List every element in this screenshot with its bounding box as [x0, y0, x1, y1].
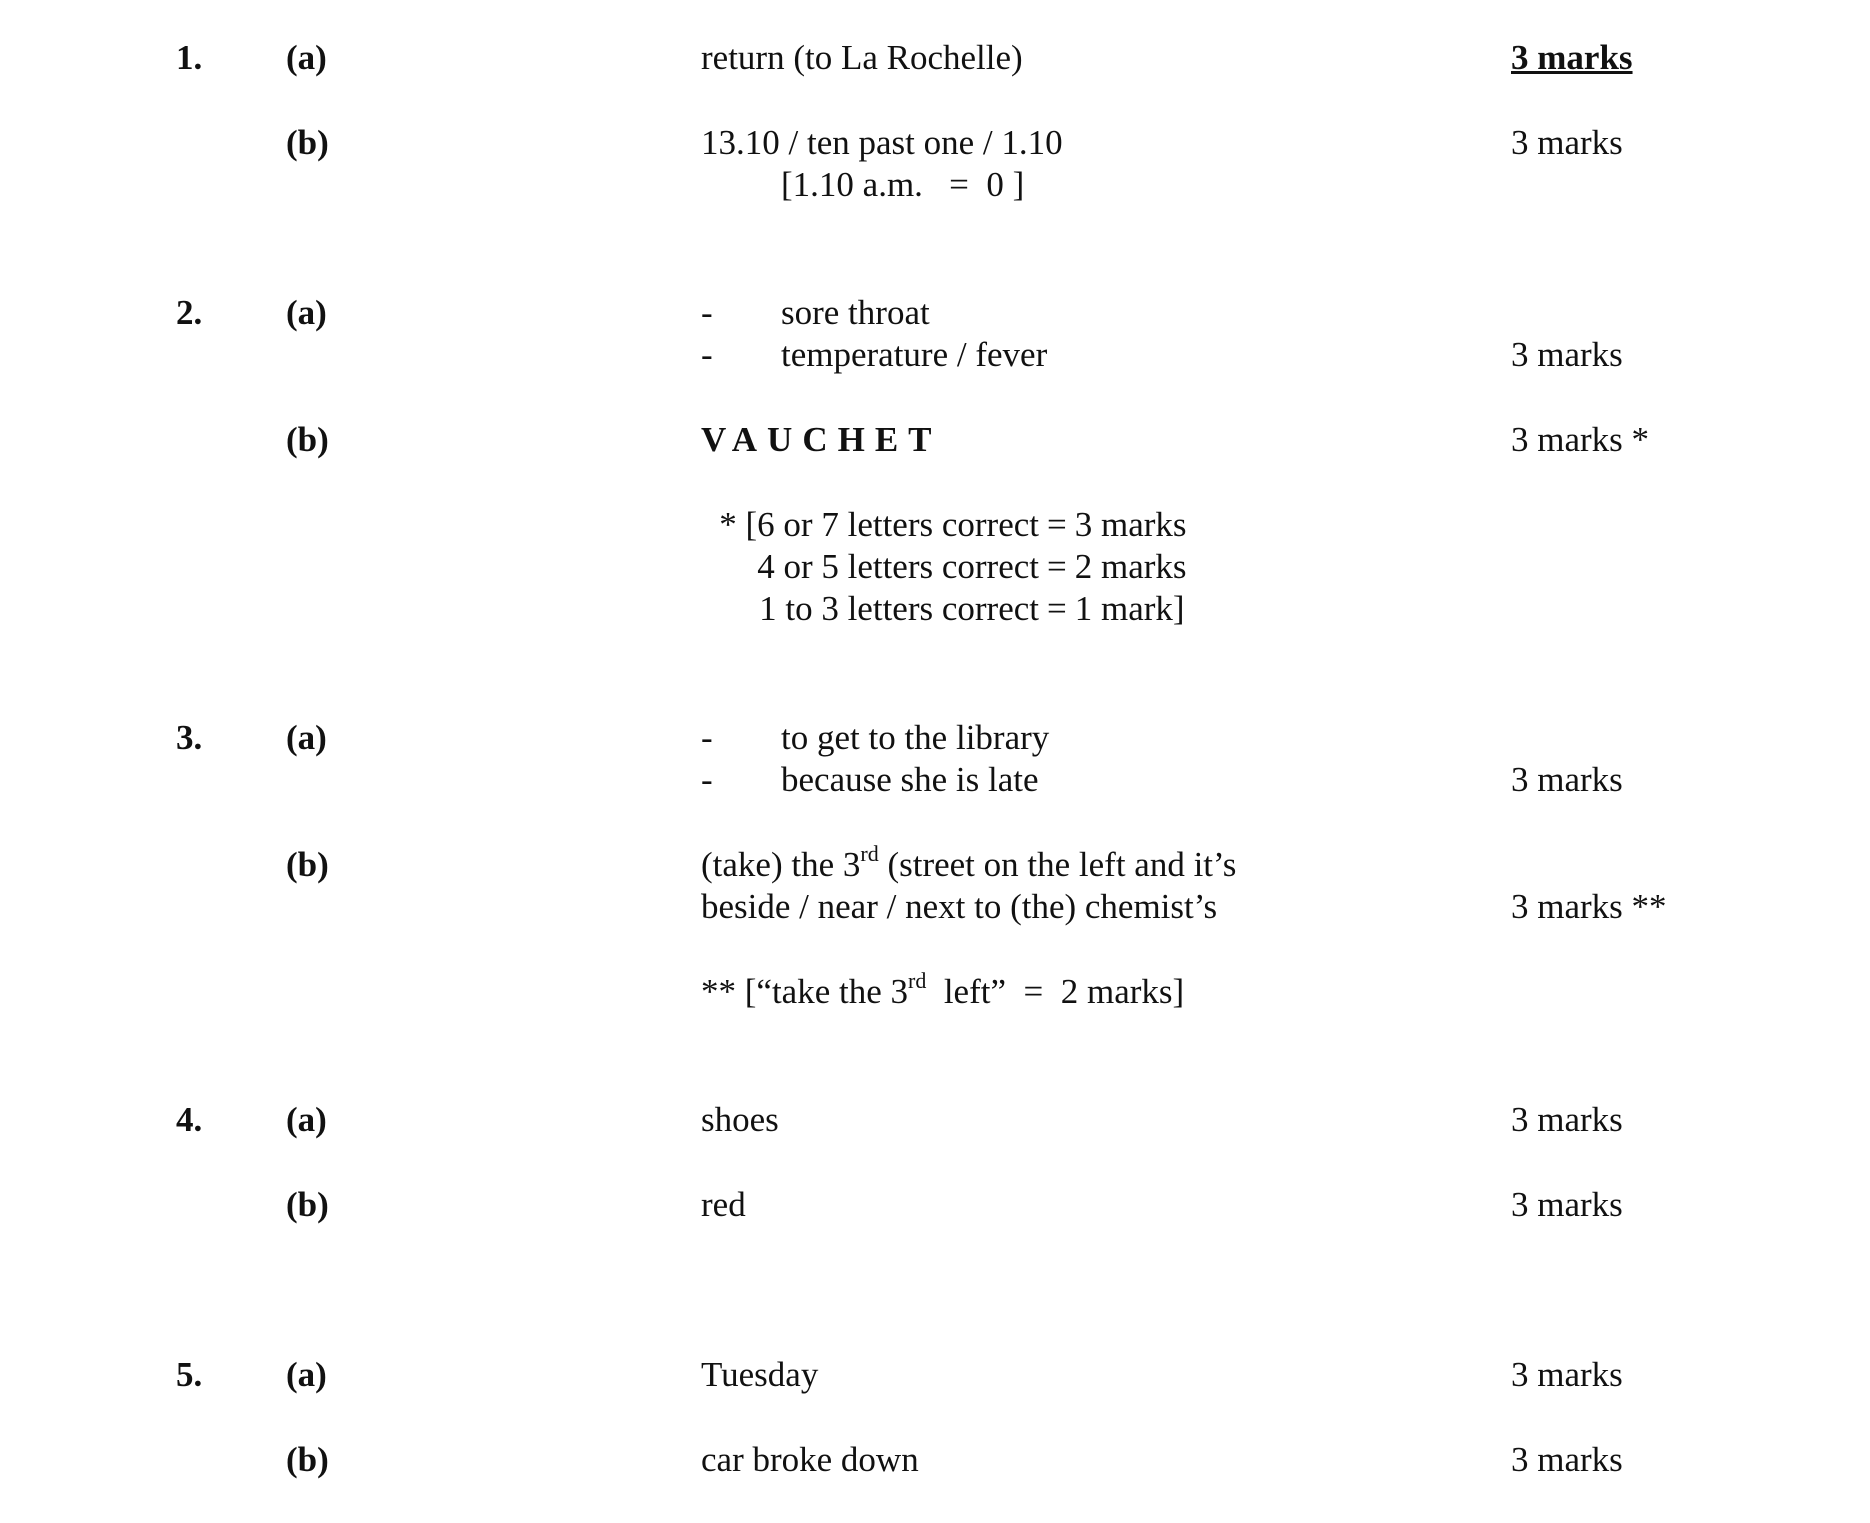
- answer-4a: shoes: [701, 1100, 779, 1139]
- note-text: left” = 2 marks]: [926, 972, 1185, 1011]
- part-label-1b: (b): [286, 123, 329, 162]
- criteria-equals: =: [1047, 547, 1067, 586]
- ordinal-suffix: rd: [908, 968, 927, 994]
- question-number-2: 2.: [176, 293, 203, 332]
- answer-3a-item: because she is late: [781, 760, 1039, 799]
- marks-5b: 3 marks: [1511, 1440, 1623, 1479]
- marks-4b: 3 marks: [1511, 1185, 1623, 1224]
- marks-4a: 3 marks: [1511, 1100, 1623, 1139]
- criteria-marks: 3 marks: [1074, 505, 1187, 544]
- answer-5b: car broke down: [701, 1440, 919, 1479]
- answer-2b: VAUCHET: [701, 420, 942, 459]
- ordinal-suffix: rd: [860, 841, 879, 867]
- bullet-dash: -: [701, 293, 713, 332]
- answer-4b: red: [701, 1185, 746, 1224]
- note-text: ** [“take the 3: [701, 972, 908, 1011]
- part-label-1a: (a): [286, 38, 327, 77]
- marks-2b: 3 marks *: [1511, 420, 1650, 459]
- bullet-dash: -: [701, 335, 713, 374]
- answer-3b-line2: beside / near / next to (the) chemist’s: [701, 887, 1218, 926]
- answer-3a-item: to get to the library: [781, 718, 1050, 757]
- question-number-4: 4.: [176, 1100, 203, 1139]
- bullet-dash: -: [701, 718, 713, 757]
- criteria-row: [701, 504, 1187, 546]
- part-label-3a: (a): [286, 718, 327, 757]
- answer-1b-note: [1.10 a.m. = 0 ]: [781, 165, 1025, 204]
- answer-1a: return (to La Rochelle): [701, 38, 1023, 77]
- answer-5a: Tuesday: [701, 1355, 819, 1394]
- marks-3b: 3 marks **: [1511, 887, 1667, 926]
- answer-text: (street on the left and it’s: [878, 845, 1237, 884]
- answer-3b-line1: [701, 841, 1237, 886]
- answer-2a-item: temperature / fever: [781, 335, 1048, 374]
- criteria-marks: 1 mark]: [1074, 589, 1185, 628]
- criteria-condition: 4 or 5 letters correct: [757, 547, 1039, 586]
- part-label-2b: (b): [286, 420, 329, 459]
- marks-3a: 3 marks: [1511, 760, 1623, 799]
- criteria-equals: =: [1047, 505, 1067, 544]
- question-number-5: 5.: [176, 1355, 203, 1394]
- part-label-2a: (a): [286, 293, 327, 332]
- part-label-4a: (a): [286, 1100, 327, 1139]
- answer-1b: 13.10 / ten past one / 1.10: [701, 123, 1063, 162]
- criteria-row: [701, 546, 1187, 588]
- answer-text: (take) the 3: [701, 845, 861, 884]
- marks-5a: 3 marks: [1511, 1355, 1623, 1394]
- part-label-5b: (b): [286, 1440, 329, 1479]
- answer-2a-item: sore throat: [781, 293, 930, 332]
- criteria-condition: * [6 or 7 letters correct: [719, 505, 1039, 544]
- question-number-3: 3.: [176, 718, 203, 757]
- criteria-row: [701, 588, 1185, 630]
- part-label-5a: (a): [286, 1355, 327, 1394]
- part-label-4b: (b): [286, 1185, 329, 1224]
- criteria-equals: =: [1047, 589, 1067, 628]
- criteria-condition: 1 to 3 letters correct: [759, 589, 1039, 628]
- marks-2a: 3 marks: [1511, 335, 1623, 374]
- question-number-1: 1.: [176, 38, 203, 77]
- marks-1b: 3 marks: [1511, 123, 1623, 162]
- part-label-3b: (b): [286, 845, 329, 884]
- criteria-marks: 2 marks: [1074, 547, 1187, 586]
- answer-3b-note: [701, 968, 1185, 1013]
- marks-1a: 3 marks: [1511, 38, 1633, 77]
- bullet-dash: -: [701, 760, 713, 799]
